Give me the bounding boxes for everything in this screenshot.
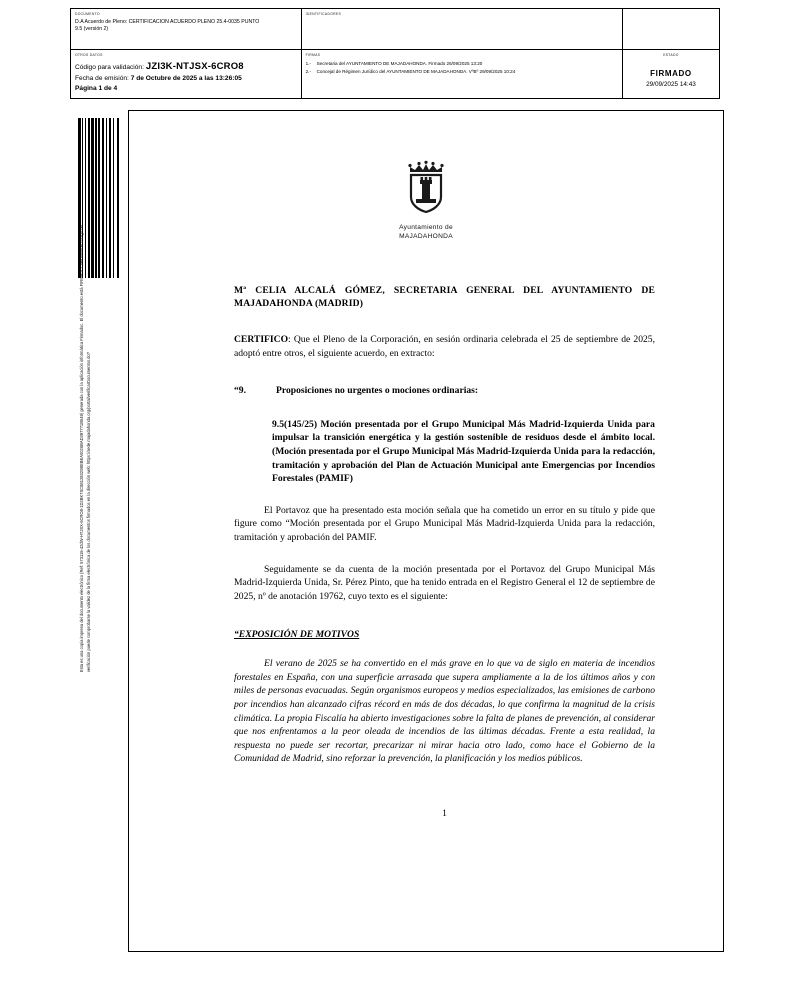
signature-row [306, 68, 618, 76]
agenda-item-heading [234, 384, 655, 398]
metadata-emission-date-value: 7 de Octubre de 2025 a las 13:26:05 [130, 75, 242, 83]
motion-registry-paragraph: Seguidamente se da cuenta de la moción presentada por el Portavoz del Grupo Municipal Más Madrid-Izquierda Unida, Sr. Pérez Pinto, que ha tenido entrada en el Registro General el 12 de septiembre de 2025, nº de anotación 19762, cuyo texto es el siguiente: [234, 563, 655, 602]
metadata-emission-date-row [75, 74, 297, 84]
metadata-cell-otros-datos [71, 50, 302, 99]
metadata-emission-date-label: Fecha de emisión: [75, 75, 129, 83]
certifico-text: : Que el Pleno de la Corporación, en sesión ordinaria celebrada el 25 de septiembre de 2025, adoptó entre otros, el siguiente acuerdo, en extracto: [234, 334, 655, 359]
signature-row [306, 60, 618, 68]
electronic-signature-legal-notice [78, 202, 92, 672]
motion-heading [272, 418, 655, 486]
signature-index: 2.- [305, 68, 311, 74]
certifico-label: CERTIFICO [234, 334, 289, 345]
document-page [128, 110, 724, 952]
coat-of-arms-icon [400, 159, 452, 220]
document-title: Mª CELIA ALCALÁ GÓMEZ, SECRETARIA GENERAL DEL AYUNTAMIENTO DE MAJADAHONDA (MADRID) [234, 284, 655, 310]
legal-notice-line-2: verificación puede comprobarse la validez de la firma electrónica de los documentos firmados en la dirección web: https://sede.majadahonda.org/portal/verificarDocumentos.do? [86, 351, 91, 673]
logo-caption [129, 224, 723, 242]
certifico-paragraph [234, 333, 655, 360]
agenda-item-number: “9. [234, 385, 246, 397]
page-number: 1 [442, 809, 447, 820]
metadata-validation-code-row [75, 60, 297, 74]
logo-caption-line2: MAJADAHONDA [399, 232, 453, 240]
motion-title: Moción presentada por el Grupo Municipal Más Madrid-Izquierda Unida para impulsar la transición energética y la gestión sostenible de residuos desde el ámbito local. (Moción presentada por el Grupo Municipal Más Madrid-Izquierda Unida para la redacción, tramitación y aprobación del Plan de Actuación Municipal ante Emergencias por Incendios Forestales (PAMIF) [272, 418, 655, 485]
motion-correction-paragraph: El Portavoz que ha presentado esta moción señala que ha cometido un error en su título y pide que figure como “Moción presentada por el Grupo Municipal Más Madrid-Izquierda Unida para la redacción, tramitación y aprobación del PAMIF. [234, 504, 655, 544]
logo-caption-line1: Ayuntamiento de [399, 224, 453, 231]
document-metadata-table [70, 8, 720, 99]
status-date: 29/09/2025 14:43 [646, 81, 696, 88]
motion-reference: 9.5(145/25) [272, 418, 318, 430]
metadata-label-firmas: FIRMAS [305, 53, 321, 57]
metadata-cell-firmas [301, 50, 622, 99]
city-council-logo [129, 159, 723, 242]
exposition-paragraph: El verano de 2025 se ha convertido en el más grave en lo que va de siglo en materia de incendios forestales en España, con una superficie arrasada que supera ampliamente a la de los últimos años y con miles de personas evacuadas. Según organismos europeos y medios especializados, las emisiones de carbono por incendios han alcanzado cifras récord en más de dos décadas, lo que confirma la magnitud de la crisis climática. La propia Fiscalía ha abierto investigaciones sobre la falta de planes de prevención, al considerar que nos enfrentamos a la peor oleada de incendios de las últimas décadas. Frente a esta realidad, la respuesta no puede ser recortar, precarizar ni mirar hacia otro lado, como hace el Gobierno de la Comunidad de Madrid, sino reforzar la prevención, la planificación y los medios públicos. [234, 658, 655, 765]
metadata-page-count: Página 1 de 4 [75, 85, 118, 93]
metadata-label-estado: ESTADO [663, 53, 679, 57]
status-badge: FIRMADO [650, 69, 692, 78]
document-body [234, 284, 655, 822]
agenda-item-title: Proposiciones no urgentes o mociones ordinarias: [276, 385, 479, 397]
metadata-cell-identificadores [301, 9, 622, 50]
signature-text: Concejal de Régimen Jurídico del AYUNTAMIENTO DE MAJADAHONDA. VºBº 29/09/2025 10:24 [316, 68, 516, 74]
metadata-label-documento: DOCUMENTO [75, 12, 100, 16]
signature-text: Secretaria del AYUNTAMIENTO DE MAJADAHONDA. Firmado 26/09/2025 13:20 [316, 61, 483, 66]
signature-index: 1.- [305, 61, 311, 66]
legal-notice-line-1: Esta es una copia impresa del documento electrónico (Ref: 573115-42dW-HTJSX-6CRO8-1D2BK7SC88128320BEBEA0026BAD397771B549) generada con la aplicación informática Firmadoc. El documento está FIRMADO. Mediante el código de [78, 225, 84, 673]
metadata-documento-line2: 9.5 (versión 2) [75, 26, 109, 33]
metadata-documento-line1: D.A Acuerdo de Pleno: CERTIFICACION ACUERDO PLENO 25.4-0035 PUNTO [75, 19, 260, 25]
metadata-validation-code-value: JZI3K-NTJSX-6CRO8 [145, 61, 244, 72]
metadata-validation-code-label: Código para validación: [75, 64, 144, 71]
metadata-label-otros-datos: OTROS DATOS [75, 53, 103, 57]
metadata-cell-estado [622, 50, 719, 99]
metadata-label-identificadores: IDENTIFICADORES [305, 12, 342, 16]
metadata-cell-documento [71, 9, 302, 50]
exposition-heading: “EXPOSICIÓN DE MOTIVOS [234, 628, 360, 640]
